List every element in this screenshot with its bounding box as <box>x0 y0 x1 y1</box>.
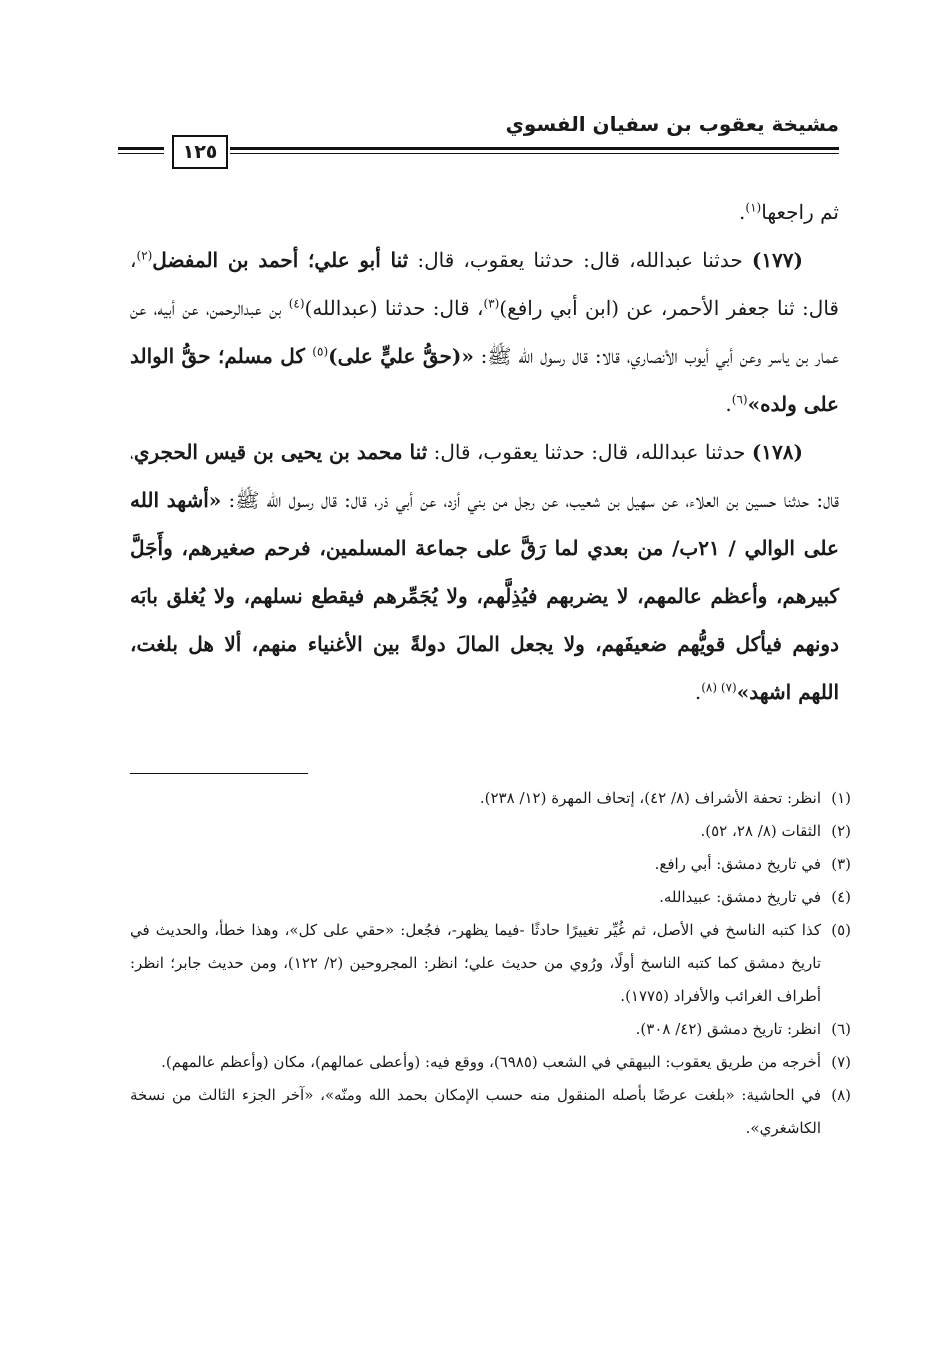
footnote-ref: (١) <box>745 200 762 215</box>
hadith-number: (١٧٧) <box>751 248 804 272</box>
footnote-ref: (٦) <box>731 392 748 407</box>
footnote-item: (٧)أخرجه من طريق يعقوب: البيهقي في الشعب (٦٩٨٥)، ووقع فيه: (وأعطى عمالهم)، مكان (وأعظم عالمهم). <box>161 1053 851 1071</box>
footnote-ref: (٣) <box>483 296 500 311</box>
footnote-ref: (٧) (٨) <box>701 680 737 695</box>
footnote-item: (١)انظر: تحفة الأشراف (٨/ ٤٢)، إتحاف المهرة (١٢/ ٢٣٨). <box>479 789 851 807</box>
hadith-number: (١٧٨) <box>751 440 803 464</box>
paragraph-continuation: ثم راجعها$^{(١)}$. <box>739 200 839 224</box>
main-text <box>130 188 839 716</box>
running-header-title: مشيخة يعقوب بن سفيان الفسوي <box>505 112 839 136</box>
footnotes <box>130 782 851 1145</box>
header-rule-left <box>118 147 164 154</box>
footnote-item: (٥)كذا كتبه الناسخ في الأصل، ثم غُيِّر تغييرًا حادثًا -فيما يظهر-، فجُعل: «حقي على كل»، وهذا خطأ، والحديث في تاريخ دمشق كما كتبه الناسخ أولًا، ورُوي من حديث علي؛ انظر: المجروحين (٢/ ١٢٢)، ومن حديث جابر؛ انظر: أطراف الغرائب والأفراد (١٧٧٥). <box>130 921 851 1005</box>
footnote-item: (٣)في تاريخ دمشق: أبي رافع. <box>654 855 851 873</box>
footnote-item: (٤)في تاريخ دمشق: عبيدالله. <box>659 888 851 906</box>
page-number: ١٢٥ <box>172 135 228 169</box>
footnote-item: (٨)في الحاشية: «بلغت عرضًا بأصله المنقول منه حسب الإمكان بحمد الله ومنّه»، «آخر الجزء الثالث من نسخة الكاشغري». <box>130 1086 851 1137</box>
hadith-178: (١٧٨) حدثنا عبدالله، قال: حدثنا يعقوب، قال: ثنا محمد بن يحيى بن قيس الحجري، قال: حدثنا حسين بن العلاء، عن سهيل بن شعيب، عن رجل من بني أزد، عن أبي ذر، قال: قال رسول الله ﷺ: «أشهد الله على الوالي / ٢١ب/ من بعدي لما رَقَّ على جماعة المسلمين، فرحم صغيرهم، وأَجَلَّ كبيرهم، وأعظم عالمهم، لا يضربهم فيُذِلَّهم، ولا يُجَمِّرهم فيقطع نسلهم، ولا يُغلق بابَه دونهم فيأكل قويُّهم ضعيفَهم، ولا يجعل المالَ دولةً بين الأغنياء منهم، ألا هل بلغت، اللهم اشهد»$^{(٧) (٨)}$. <box>130 440 839 704</box>
footnote-separator <box>130 773 308 774</box>
header-rule <box>230 147 839 154</box>
hadith-177: (١٧٧) حدثنا عبدالله، قال: حدثنا يعقوب، قال: ثنا أبو علي؛ أحمد بن المفضل$^{(٢)}$، قال: ثنا جعفر الأحمر، عن (ابن أبي رافع)$^{(٣)}$، قال: حدثنا (عبدالله)$^{(٤)}$ بن عبدالرحمن، عن أبيه، عن عمار بن ياسر وعن أبي أيوب الأنصاري، قالا: قال رسول الله ﷺ: «(حقُّ عليٍّ على)$^{(٥)}$ كل مسلم؛ حقُّ الوالد على ولده»$^{(٦)}$. <box>130 248 839 416</box>
footnote-ref: (٥) <box>312 344 329 359</box>
footnote-item: (٢)الثقات (٨/ ٢٨، ٥٢). <box>700 822 851 840</box>
footnote-item: (٦)انظر: تاريخ دمشق (٤٢/ ٣٠٨). <box>635 1020 851 1038</box>
footnote-ref: (٢) <box>136 248 153 263</box>
footnote-ref: (٤) <box>288 296 305 311</box>
